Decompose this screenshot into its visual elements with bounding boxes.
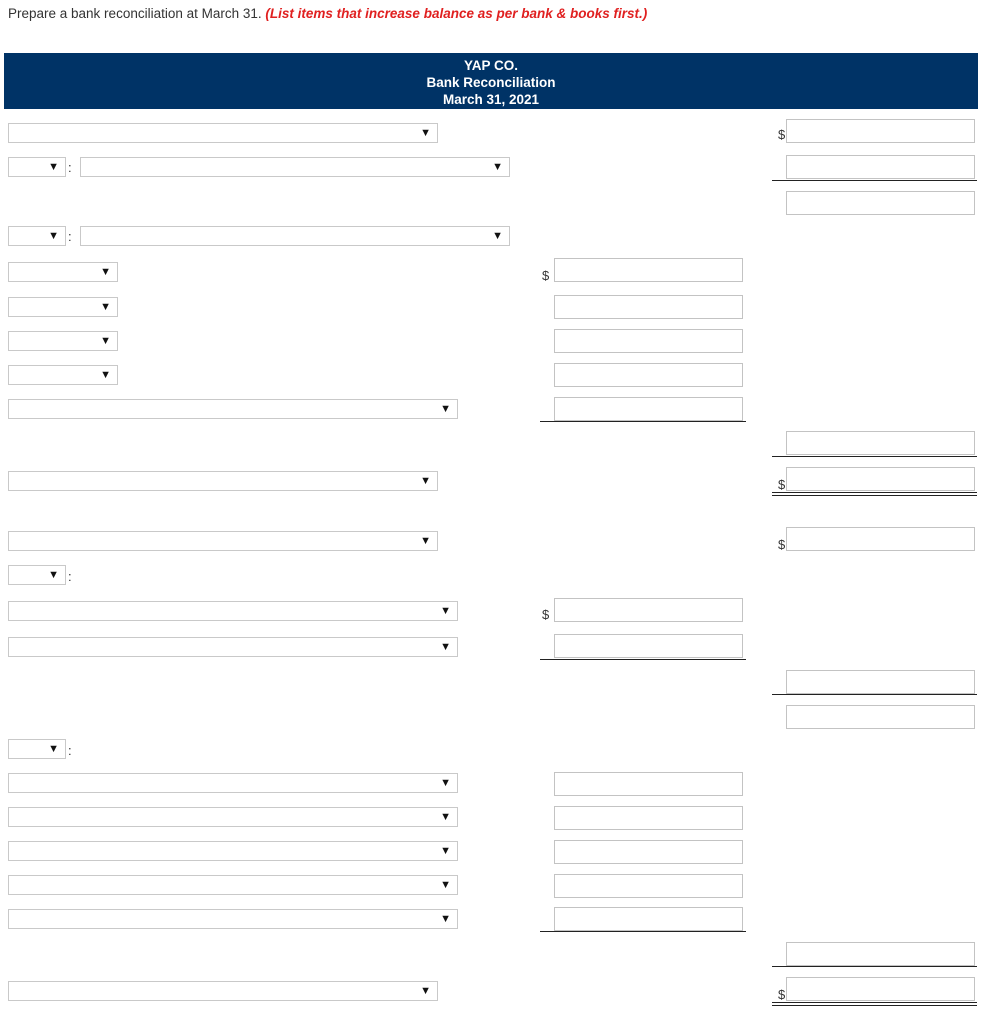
book-total-additions-input[interactable] [786,670,975,694]
book-deduct-amount-input-4[interactable] [554,874,743,898]
chevron-down-icon: ▼ [440,403,451,415]
chevron-down-icon: ▼ [100,266,111,278]
check-amount-input-4[interactable] [554,363,743,387]
underline-rule [772,180,977,181]
dollar-sign: $ [778,987,786,1002]
book-deduct-item-dropdown-2[interactable] [8,807,458,827]
check-number-dropdown-1[interactable] [8,262,118,282]
colon-label: : [68,743,72,758]
chevron-down-icon: ▼ [440,913,451,925]
check-amount-input-2[interactable] [554,295,743,319]
chevron-down-icon: ▼ [440,777,451,789]
book-balance-amount-input[interactable] [786,527,975,551]
book-deduct-item-dropdown-4[interactable] [8,875,458,895]
book-deduct-item-dropdown-1[interactable] [8,773,458,793]
book-deduct-amount-input-1[interactable] [554,772,743,796]
underline-rule [540,421,746,422]
instruction-text [8,6,647,21]
colon-label: : [68,569,72,584]
chevron-down-icon: ▼ [440,879,451,891]
book-add-item-dropdown-1[interactable] [8,601,458,621]
book-add-type-dropdown[interactable] [8,565,66,585]
check-number-dropdown-2[interactable] [8,297,118,317]
book-deduct-item-dropdown-3[interactable] [8,841,458,861]
colon-label: : [68,229,72,244]
underline-rule [772,966,977,967]
chevron-down-icon: ▼ [420,535,431,547]
instruction-main: Prepare a bank reconciliation at March 31. [8,6,266,21]
underline-rule [772,456,977,457]
bank-balance-dropdown[interactable] [8,123,438,143]
underline-rule [540,931,746,932]
double-underline-rule [772,1002,977,1006]
bank-adjust-amount-input[interactable] [786,155,975,179]
double-underline-rule [772,492,977,496]
report-date: March 31, 2021 [442,92,540,107]
book-deduct-amount-input-3[interactable] [554,840,743,864]
dollar-sign: $ [778,477,786,492]
chevron-down-icon: ▼ [420,985,431,997]
chevron-down-icon: ▼ [440,605,451,617]
book-deduct-item-dropdown-5[interactable] [8,909,458,929]
book-add-item-dropdown-2[interactable] [8,637,458,657]
dollar-sign: $ [542,268,550,283]
bank-item-amount-input-5[interactable] [554,397,743,421]
check-number-dropdown-4[interactable] [8,365,118,385]
bank-item-dropdown-5[interactable] [8,399,458,419]
book-deduct-amount-input-5[interactable] [554,907,743,931]
bank-total-deductions-input[interactable] [786,431,975,455]
bank-deduct-type-dropdown[interactable] [8,226,66,246]
chevron-down-icon: ▼ [48,743,59,755]
chevron-down-icon: ▼ [100,301,111,313]
adjusted-bank-balance-dropdown[interactable] [8,471,438,491]
book-add-amount-input-1[interactable] [554,598,743,622]
bank-subtotal-input[interactable] [786,191,975,215]
dollar-sign: $ [778,127,786,142]
bank-balance-amount-input[interactable] [786,119,975,143]
underline-rule [772,694,977,695]
check-number-dropdown-3[interactable] [8,331,118,351]
chevron-down-icon: ▼ [492,230,503,242]
chevron-down-icon: ▼ [440,811,451,823]
chevron-down-icon: ▼ [420,475,431,487]
chevron-down-icon: ▼ [48,569,59,581]
instruction-note: (List items that increase balance as per bank & books first.) [265,6,648,21]
bank-adjust-item-dropdown[interactable] [80,157,510,177]
chevron-down-icon: ▼ [420,127,431,139]
chevron-down-icon: ▼ [48,161,59,173]
company-name: YAP CO. [463,58,519,73]
chevron-down-icon: ▼ [440,845,451,857]
bank-adjust-type-dropdown[interactable] [8,157,66,177]
bank-deduct-item-dropdown[interactable] [80,226,510,246]
chevron-down-icon: ▼ [492,161,503,173]
check-amount-input-3[interactable] [554,329,743,353]
chevron-down-icon: ▼ [100,369,111,381]
colon-label: : [68,160,72,175]
dollar-sign: $ [778,537,786,552]
book-balance-dropdown[interactable] [8,531,438,551]
book-subtotal-input[interactable] [786,705,975,729]
check-amount-input-1[interactable] [554,258,743,282]
dollar-sign: $ [542,607,550,622]
adjusted-book-balance-dropdown[interactable] [8,981,438,1001]
adjusted-bank-balance-input[interactable] [786,467,975,491]
adjusted-book-balance-input[interactable] [786,977,975,1001]
chevron-down-icon: ▼ [440,641,451,653]
book-add-amount-input-2[interactable] [554,634,743,658]
chevron-down-icon: ▼ [48,230,59,242]
chevron-down-icon: ▼ [100,335,111,347]
report-title: Bank Reconciliation [426,75,556,90]
book-deduct-type-dropdown[interactable] [8,739,66,759]
underline-rule [540,659,746,660]
book-deduct-amount-input-2[interactable] [554,806,743,830]
reconciliation-header [4,53,978,109]
book-total-deductions-input[interactable] [786,942,975,966]
